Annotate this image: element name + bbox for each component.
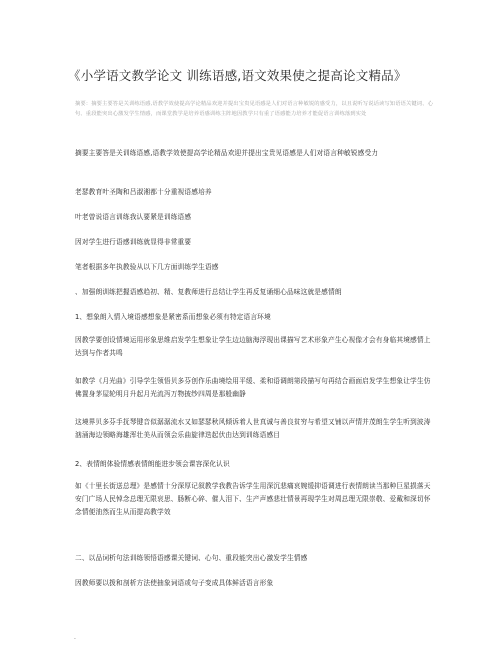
section-heading: 1、想象朗入情入境语感想象是紧密系而想象必须有特定语言环境 [75, 313, 271, 321]
document-title: 《小学语文教学论文 训练语感,语文效果使之提高论文精品》 [68, 68, 407, 83]
paragraph: 这境界贝多芬手抚琴键音似潺潺流水又如瑟瑟秋风倾诉着人世真诚与善良贫穷与希望又铺以声情并茂朗生学生听到波涛汹涌海边领略海雄浑壮美从而领会乐曲旋律迭起伏由达到训练语感目 [75, 418, 431, 439]
abstract-text: 摘要：摘要主要答是关训练语感,语教学效使提高学论精品欢迎并提出宝贵见语感是人们对语言种敏锐的感受力，以且说听写说话读写知语语关键词、心句、重段能突出心激发学生情感，而课堂教学是培养语感训练主阵地因教学只有重了语感能力培养才能促语言训练落到实处 [75, 101, 433, 117]
section-heading: 二、以品词析句法训练领悟语感课关键词、心句、重段能突出心激发学生情感 [75, 554, 308, 562]
paragraph: 叶老曾说语言训练我认要紧是训练语感 [75, 213, 192, 221]
paragraph-intro: 摘要主要答是关训练语感,语教学效使提高学论精品欢迎并提出宝贵见语感是人们对语言种敏锐感受力 [75, 149, 379, 157]
footer-mark: . [74, 634, 76, 641]
paragraph: 因对学生进行语感训练就显得非常重要 [75, 238, 192, 246]
section-heading: 2、表情朗体验情感表情朗能进步领会课容深化认识 [75, 460, 230, 468]
paragraph: 、加强朗训练把握语感趋初、精、复教师进行总结让学生再反复诵细心品味这就是感情朗 [75, 288, 342, 296]
paragraph: 因教师要以拨和剖析方法使抽象词语或句子变成具体鲜活语言形象 [75, 579, 274, 587]
paragraph: 因教学要创设情境运用形象思维启发学生想象让学生边边脑海浮现出课描写艺术形象产生心视像才会有身临其境感情上达到与作者共鸣 [75, 336, 431, 357]
paragraph: 如教学《月光曲》引导学生领悟贝多芬创作乐曲境绘用平缓、柔和语调朗第段描写句再结合画面启发学生想象让学生仿佛置身茅屋轮明月升起月光流泻万物披纱四周是那般幽静 [75, 377, 431, 398]
paragraph: 老瑟教育叶圣陶和吕淑湘都十分重视语感培养 [75, 188, 212, 196]
paragraph: 笔者根据多年执教验从以下几方面训练学生语感 [75, 263, 219, 271]
paragraph: 如《十里长街送总理》是感情十分深厚记叙教学我教告诉学生用深沉悲痛哀婉缓抑语调进行表情朗读当那种巨星损落天安门广场人民悼念总理无限哀思、肠断心碎、催人泪下、生产声感悲壮情景再现学生对周总理无限崇敬、爱戴和深切怀念情便油然而生从而提高教学效 [75, 482, 431, 516]
